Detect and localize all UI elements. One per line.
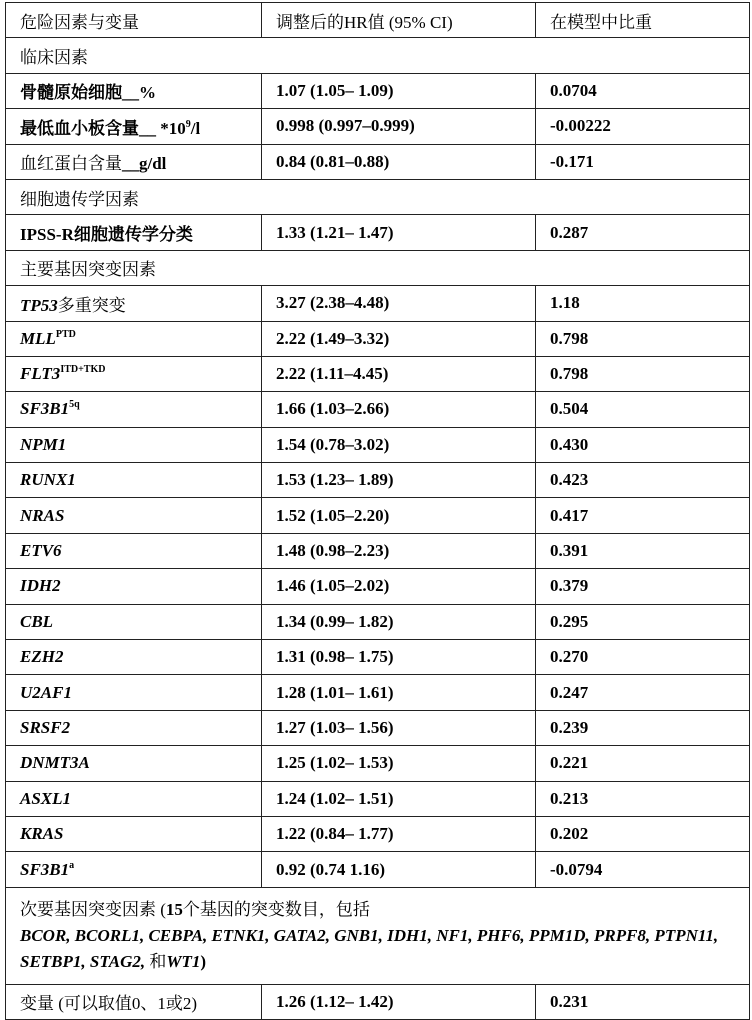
weight-cell: 0.423 xyxy=(536,463,750,498)
header-risk-factor: 危险因素与变量 xyxy=(6,3,262,38)
hr-cell: 1.33 (1.21– 1.47) xyxy=(262,215,536,250)
hr-cell: 1.27 (1.03– 1.56) xyxy=(262,710,536,745)
gene-cell xyxy=(6,675,262,710)
gene-name: EZH2 xyxy=(20,647,64,667)
hr-cell: 1.26 (1.12– 1.42) xyxy=(262,984,536,1019)
hr-cell: 1.34 (0.99– 1.82) xyxy=(262,604,536,639)
gene-cell xyxy=(6,498,262,533)
gene-name: CBL xyxy=(20,611,54,631)
header-adjusted-hr xyxy=(262,3,536,38)
hr-cell: 1.24 (1.02– 1.51) xyxy=(262,781,536,816)
variable-cell xyxy=(6,109,262,144)
hr-cell: 1.28 (1.01– 1.61) xyxy=(262,675,536,710)
minor-gene-list: BCOR, BCORL1, CEBPA, ETNK1, GATA2, GNB1, IDH1, NF1, PHF6, PPM1D, PRPF8, PTPN11, SETBP1, STAG2, xyxy=(20,925,719,971)
hr-cell: 0.998 (0.997–0.999) xyxy=(262,109,536,144)
weight-cell: 0.231 xyxy=(536,984,750,1019)
hr-cell: 1.54 (0.78–3.02) xyxy=(262,427,536,462)
table-row xyxy=(6,746,750,781)
section-title-clinical: 临床因素 xyxy=(6,38,750,73)
gene-name: SF3B1 xyxy=(20,859,70,879)
variable-unit: /l xyxy=(190,118,201,138)
superscript: 9 xyxy=(185,118,191,130)
variable-text: 血红蛋白含量 xyxy=(20,154,122,174)
gene-cell xyxy=(6,286,262,321)
minor-gene-label: 次要基因突变因素 ( xyxy=(20,899,166,919)
weight-cell: 0.287 xyxy=(536,215,750,250)
gene-cell xyxy=(6,604,262,639)
variable-text: 骨髓原始细胞__% xyxy=(20,83,156,103)
section-row-clinical xyxy=(6,38,750,73)
gene-cell xyxy=(6,392,262,427)
hr-cell: 1.07 (1.05– 1.09) xyxy=(262,73,536,108)
risk-factor-table-container xyxy=(5,2,750,1020)
gene-name: ETV6 xyxy=(20,541,62,561)
weight-cell: 0.391 xyxy=(536,533,750,568)
weight-cell: 0.0704 xyxy=(536,73,750,108)
gene-name: NRAS xyxy=(20,505,65,525)
weight-cell: 0.295 xyxy=(536,604,750,639)
header-adjusted-hr-text: 调整后的HR值 (95% CI) xyxy=(276,12,453,32)
gene-cell xyxy=(6,640,262,675)
hr-cell: 1.46 (1.05–2.02) xyxy=(262,569,536,604)
section-title-major-gene: 主要基因突变因素 xyxy=(6,250,750,285)
table-row xyxy=(6,392,750,427)
table-row xyxy=(6,109,750,144)
table-row xyxy=(6,816,750,851)
hr-cell: 1.48 (0.98–2.23) xyxy=(262,533,536,568)
hr-cell: 2.22 (1.49–3.32) xyxy=(262,321,536,356)
hr-cell: 3.27 (2.38–4.48) xyxy=(262,286,536,321)
variable-text: 最低血小板含量__ *10 xyxy=(20,118,186,138)
hr-cell: 1.53 (1.23– 1.89) xyxy=(262,463,536,498)
table-row xyxy=(6,144,750,179)
weight-cell: -0.0794 xyxy=(536,852,750,887)
hr-cell: 1.25 (1.02– 1.53) xyxy=(262,746,536,781)
weight-cell: -0.171 xyxy=(536,144,750,179)
gene-superscript: a xyxy=(69,859,75,871)
table-row xyxy=(6,463,750,498)
weight-cell: -0.00222 xyxy=(536,109,750,144)
gene-cell xyxy=(6,569,262,604)
gene-name: FLT3 xyxy=(20,364,61,384)
minor-gene-and: 和 xyxy=(145,951,167,971)
gene-name: U2AF1 xyxy=(20,682,72,702)
weight-cell: 0.504 xyxy=(536,392,750,427)
gene-cell xyxy=(6,321,262,356)
weight-cell: 0.202 xyxy=(536,816,750,851)
variable-cell xyxy=(6,144,262,179)
table-row xyxy=(6,852,750,887)
gene-superscript: PTD xyxy=(55,328,76,340)
hr-cell: 1.31 (0.98– 1.75) xyxy=(262,640,536,675)
gene-cell xyxy=(6,356,262,391)
table-header-row xyxy=(6,3,750,38)
weight-cell: 0.239 xyxy=(536,710,750,745)
minor-gene-description xyxy=(6,887,750,984)
hr-cell: 1.66 (1.03–2.66) xyxy=(262,392,536,427)
weight-cell: 0.247 xyxy=(536,675,750,710)
section-row-major-gene xyxy=(6,250,750,285)
table-row xyxy=(6,710,750,745)
gene-cell xyxy=(6,852,262,887)
section-title-cytogenetic: 细胞遗传学因素 xyxy=(6,179,750,214)
table-row xyxy=(6,781,750,816)
variable-cell: IPSS-R细胞遗传学分类 xyxy=(6,215,262,250)
table-row xyxy=(6,604,750,639)
gene-name: DNMT3A xyxy=(20,753,90,773)
table-row xyxy=(6,321,750,356)
gene-cell xyxy=(6,427,262,462)
variable-cell xyxy=(6,984,262,1019)
table-row xyxy=(6,675,750,710)
gene-name: NPM1 xyxy=(20,434,67,454)
table-row xyxy=(6,984,750,1019)
hr-cell: 1.22 (0.84– 1.77) xyxy=(262,816,536,851)
minor-gene-count: 15 xyxy=(165,899,183,919)
minor-gene-label-suffix: 个基因的突变数目，包括 xyxy=(182,899,370,919)
gene-cell xyxy=(6,781,262,816)
weight-cell: 0.221 xyxy=(536,746,750,781)
hr-cell: 1.52 (1.05–2.20) xyxy=(262,498,536,533)
gene-name: RUNX1 xyxy=(20,470,76,490)
gene-name: TP53 xyxy=(20,295,58,315)
table-row xyxy=(6,356,750,391)
table-row xyxy=(6,640,750,675)
table-row xyxy=(6,569,750,604)
weight-cell: 0.430 xyxy=(536,427,750,462)
gene-cell xyxy=(6,533,262,568)
weight-cell: 0.379 xyxy=(536,569,750,604)
hr-cell: 2.22 (1.11–4.45) xyxy=(262,356,536,391)
risk-factor-table xyxy=(5,2,750,1020)
weight-cell: 0.270 xyxy=(536,640,750,675)
variable-text: 变量 (可以取值0、1或2) xyxy=(20,994,198,1014)
minor-gene-close: ) xyxy=(200,951,207,971)
gene-cell xyxy=(6,710,262,745)
gene-name: SF3B1 xyxy=(20,399,70,419)
table-row xyxy=(6,286,750,321)
gene-suffix: 多重突变 xyxy=(57,295,126,315)
weight-cell: 0.417 xyxy=(536,498,750,533)
table-row xyxy=(6,533,750,568)
table-row xyxy=(6,427,750,462)
hr-cell: 0.92 (0.74 1.16) xyxy=(262,852,536,887)
gene-name: IDH2 xyxy=(20,576,61,596)
gene-superscript: ITD+TKD xyxy=(60,364,106,376)
gene-name: KRAS xyxy=(20,824,64,844)
table-row xyxy=(6,498,750,533)
table-row xyxy=(6,215,750,250)
gene-name: SRSF2 xyxy=(20,718,71,737)
gene-cell xyxy=(6,463,262,498)
weight-cell: 0.213 xyxy=(536,781,750,816)
variable-unit: __g/dl xyxy=(122,154,167,174)
header-model-weight: 在模型中比重 xyxy=(536,3,750,38)
minor-gene-last: WT1 xyxy=(166,951,201,971)
gene-cell xyxy=(6,816,262,851)
gene-name: ASXL1 xyxy=(20,788,72,808)
section-row-cytogenetic xyxy=(6,179,750,214)
hr-cell: 0.84 (0.81–0.88) xyxy=(262,144,536,179)
variable-cell xyxy=(6,73,262,108)
minor-gene-section-row xyxy=(6,887,750,984)
gene-name: MLL xyxy=(20,328,56,348)
table-row xyxy=(6,73,750,108)
weight-cell: 0.798 xyxy=(536,356,750,391)
weight-cell: 0.798 xyxy=(536,321,750,356)
gene-superscript: 5q xyxy=(69,399,80,411)
weight-cell: 1.18 xyxy=(536,286,750,321)
gene-cell xyxy=(6,746,262,781)
